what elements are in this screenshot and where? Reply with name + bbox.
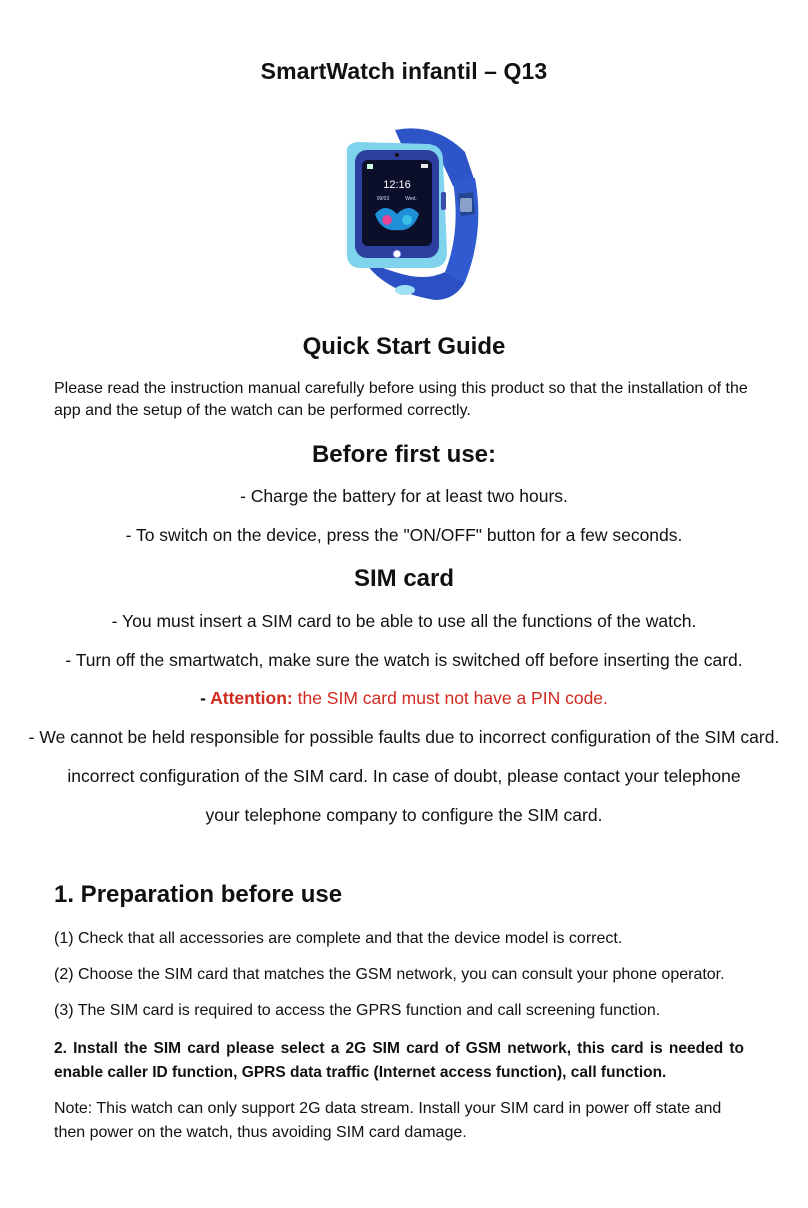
watch-date: 09/03	[376, 196, 390, 202]
preparation-step: (2) Choose the SIM card that matches the GSM network, you can consult your phone operator.	[54, 966, 725, 983]
sim-card-line: - You must insert a SIM card to be able to use all the functions of the watch.	[111, 611, 697, 631]
preparation-step: (1) Check that all accessories are complete and that the device model is correct.	[54, 930, 623, 947]
attention-text: the SIM card must not have a PIN code.	[292, 688, 608, 708]
sim-card-heading: SIM card	[353, 565, 455, 592]
quick-start-heading: Quick Start Guide	[302, 333, 506, 360]
install-sim-paragraph: 2. Install the SIM card please select a 2G SIM card of GSM network, this card is needed to enable caller ID function, GPRS data traffic (Internet access function), call function.	[54, 1040, 744, 1081]
attention-dash: -	[200, 688, 211, 708]
watch-home-button	[393, 250, 401, 258]
sim-card-line: your telephone company to configure the SIM card.	[205, 805, 603, 825]
sim-card-line: - Turn off the smartwatch, make sure the watch is switched off before inserting the card.	[65, 650, 743, 670]
before-first-use-line: - Charge the battery for at least two hours.	[240, 486, 568, 506]
preparation-heading: 1. Preparation before use	[54, 881, 343, 908]
sim-card-line: incorrect configuration of the SIM card. In case of doubt, please contact your telephone	[67, 766, 741, 786]
before-first-use-line: - To switch on the device, press the "ON/OFF" button for a few seconds.	[125, 525, 683, 545]
preparation-step: (3) The SIM card is required to access the GPRS function and call screening function.	[54, 1002, 661, 1019]
attention-label: Attention:	[210, 688, 293, 708]
note-paragraph: Note: This watch can only support 2G data stream. Install your SIM card in power off state and then power on the watch, thus avoiding SIM card damage.	[54, 1100, 722, 1141]
quick-start-intro: Please read the instruction manual carefully before using this product so that the installation of the app and the setup of the watch can be performed correctly.	[54, 380, 748, 419]
attention-line	[0, 688, 808, 709]
smartwatch-product-image	[325, 122, 485, 312]
watch-weekday: Wed.	[405, 196, 417, 202]
sim-card-line: - We cannot be held responsible for possible faults due to incorrect configuration of the SIM card.	[28, 727, 780, 747]
watch-time: 12:16	[383, 179, 411, 191]
before-first-use-heading: Before first use:	[311, 441, 497, 468]
page-title: SmartWatch infantil – Q13	[260, 58, 548, 84]
watch-screen	[362, 160, 432, 246]
